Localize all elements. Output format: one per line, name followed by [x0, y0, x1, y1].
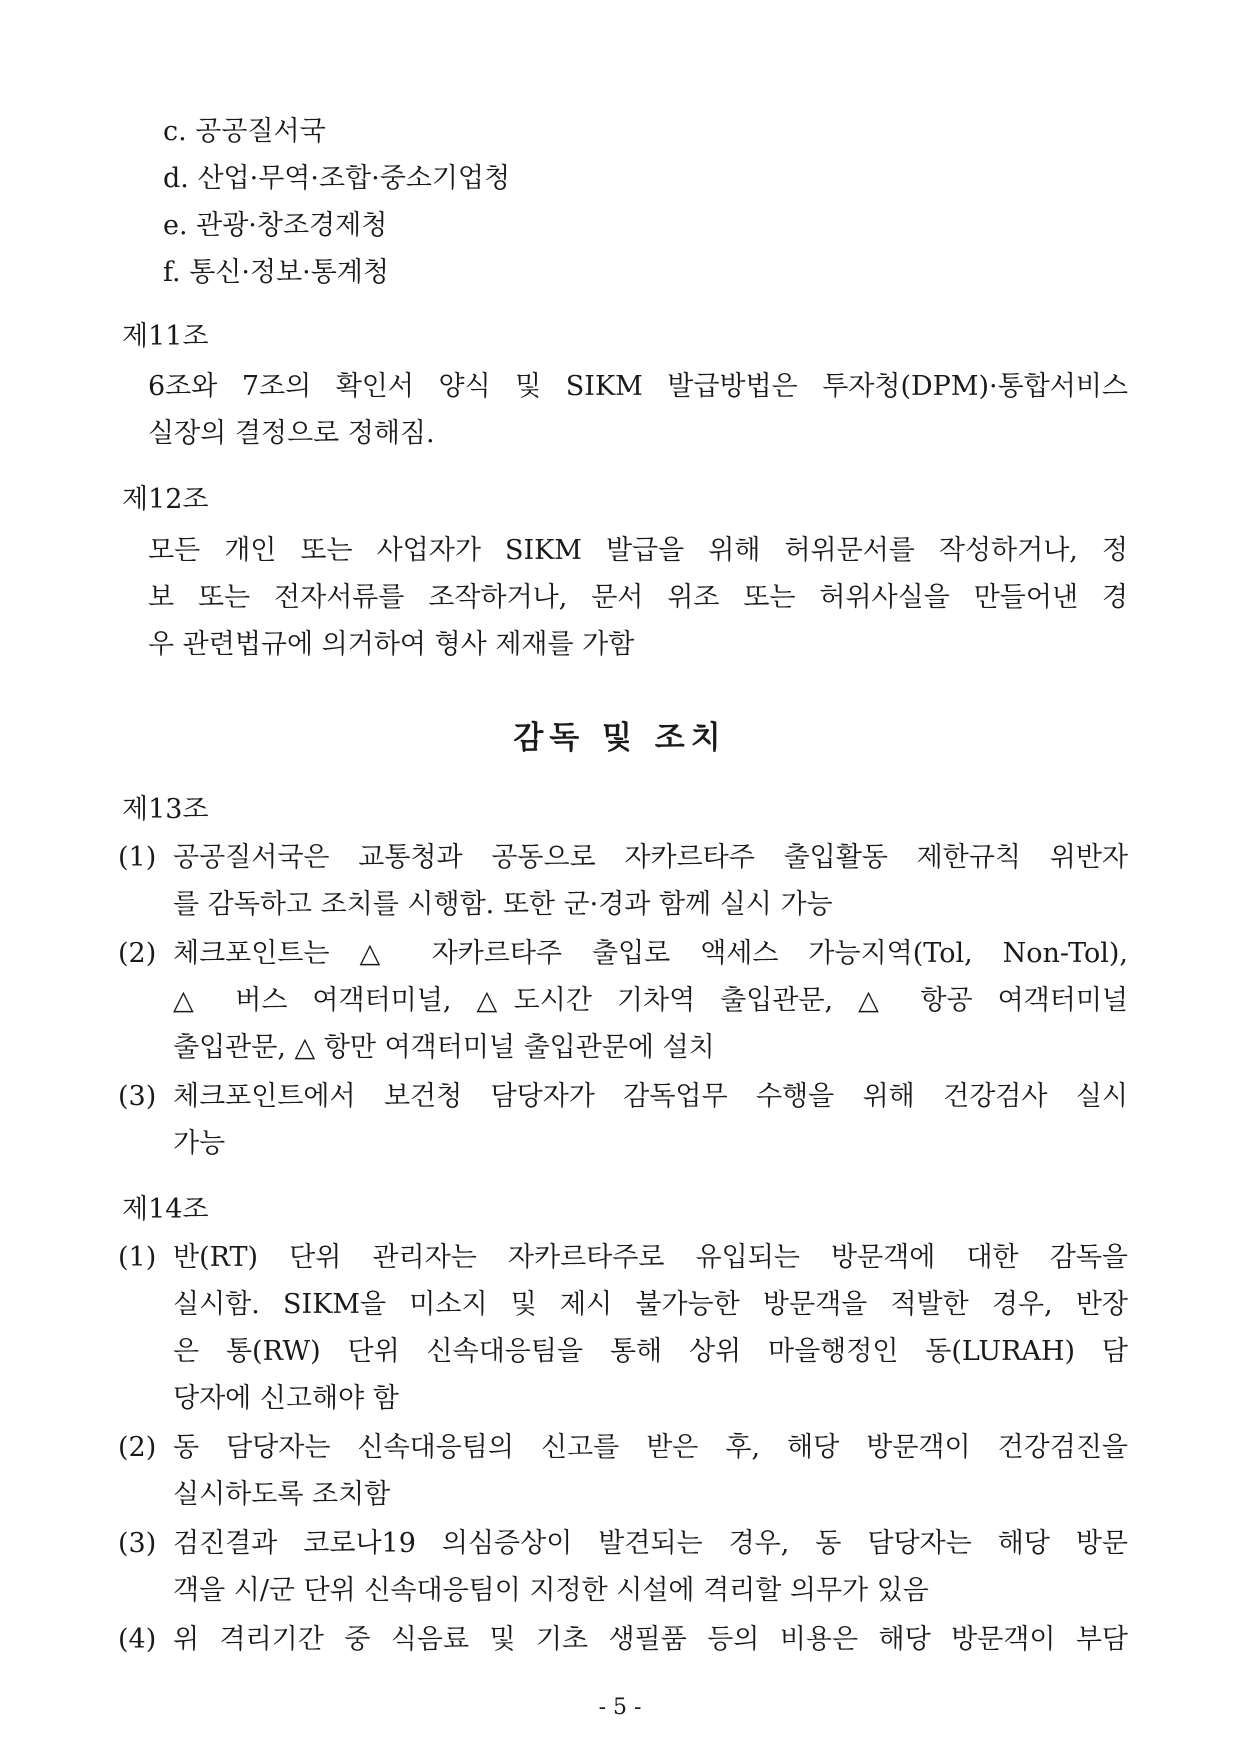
clause-text-line: 를 감독하고 조치를 시행함. 또한 군·경과 함께 실시 가능: [173, 889, 833, 920]
clause-text-line: 반(RT) 단위 관리자는 자카르타주로 유입되는 방문객에 대한 감독을: [173, 1242, 1128, 1273]
clause-number: (2): [118, 1432, 157, 1463]
list-item: f. 통신·정보·통계청: [163, 257, 389, 288]
page-number: - 5 -: [598, 1695, 642, 1720]
clause-number: (2): [118, 938, 157, 969]
clause-text-line: 위 격리기간 중 식음료 및 기초 생필품 등의 비용은 해당 방문객이 부담: [173, 1624, 1128, 1655]
list-item: c. 공공질서국: [163, 116, 326, 147]
clause-text-line: 객을 시/군 단위 신속대응팀이 지정한 시설에 격리할 의무가 있음: [173, 1575, 929, 1606]
clause-number: (3): [118, 1528, 157, 1559]
list-item: e. 관광·창조경제청: [163, 210, 388, 241]
list-item: d. 산업·무역·조합·중소기업청: [163, 163, 511, 194]
clause-number: (4): [118, 1624, 157, 1655]
clause-text-line: 은 통(RW) 단위 신속대응팀을 통해 상위 마을행정인 동(LURAH) 담: [173, 1336, 1128, 1367]
article-title: 제12조: [122, 484, 209, 515]
clause-number: (1): [118, 842, 157, 873]
clause-text-line: 당자에 신고해야 함: [173, 1383, 399, 1414]
section-heading: 감독 및 조치: [513, 720, 727, 756]
article-text-line: 6조와 7조의 확인서 양식 및 SIKM 발급방법은 투자청(DPM)·통합서비스: [148, 371, 1128, 402]
article-title: 제13조: [122, 794, 209, 825]
article-text-line: 실장의 결정으로 정해짐.: [148, 418, 435, 449]
clause-text-line: 공공질서국은 교통청과 공동으로 자카르타주 출입활동 제한규칙 위반자: [173, 842, 1128, 873]
clause-text-line: 체크포인트는 △ 자카르타주 출입로 액세스 가능지역(Tol, Non-Tol),: [173, 938, 1128, 969]
clause-text-line: 동 담당자는 신속대응팀의 신고를 받은 후, 해당 방문객이 건강검진을: [173, 1432, 1128, 1463]
clause-text-line: 출입관문, △ 항만 여객터미널 출입관문에 설치: [173, 1032, 715, 1063]
clause-text-line: 가능: [173, 1128, 226, 1159]
article-text-line: 우 관련법규에 의거하여 형사 제재를 가함: [148, 629, 635, 660]
article-title: 제14조: [122, 1194, 209, 1225]
clause-text-line: 실시함. SIKM을 미소지 및 제시 불가능한 방문객을 적발한 경우, 반장: [173, 1289, 1128, 1320]
article-text-line: 모든 개인 또는 사업자가 SIKM 발급을 위해 허위문서를 작성하거나, 정: [148, 535, 1128, 566]
clause-number: (3): [118, 1081, 157, 1112]
clause-text-line: 체크포인트에서 보건청 담당자가 감독업무 수행을 위해 건강검사 실시: [173, 1081, 1128, 1112]
article-text-line: 보 또는 전자서류를 조작하거나, 문서 위조 또는 허위사실을 만들어낸 경: [148, 582, 1128, 613]
clause-text-line: 검진결과 코로나19 의심증상이 발견되는 경우, 동 담당자는 해당 방문: [173, 1528, 1128, 1559]
article-title: 제11조: [122, 321, 209, 352]
clause-text-line: 실시하도록 조치함: [173, 1479, 391, 1510]
clause-text-line: △ 버스 여객터미널, △도시간 기차역 출입관문, △ 항공 여객터미널: [173, 985, 1128, 1016]
clause-number: (1): [118, 1242, 157, 1273]
